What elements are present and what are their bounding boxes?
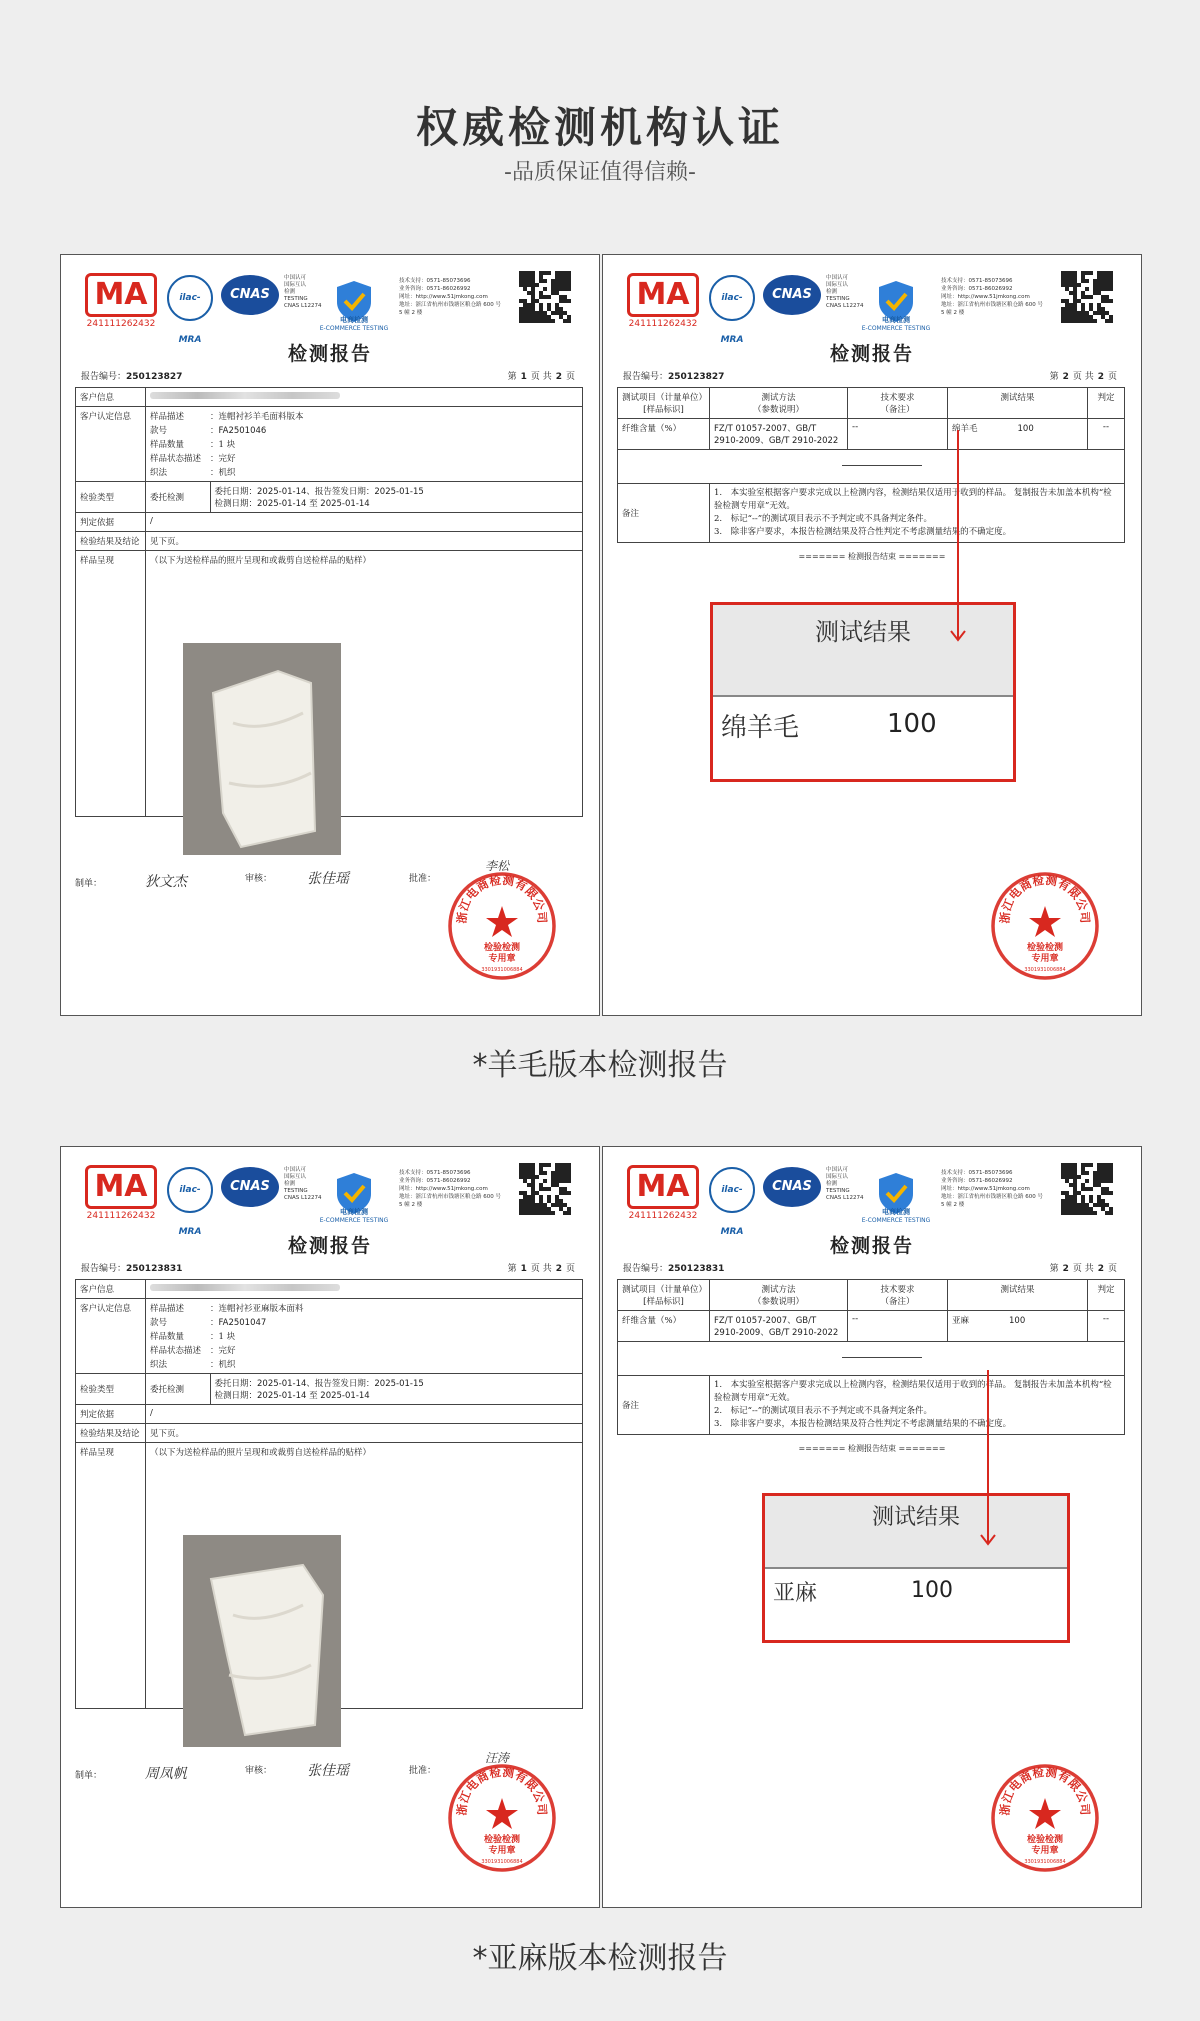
- cma-code: 241111262432: [628, 1211, 698, 1221]
- total-pages: 2: [1097, 372, 1104, 382]
- report-number: [81, 1261, 182, 1274]
- client-label: 客户信息: [76, 388, 146, 407]
- remark-label: 备注: [618, 1376, 710, 1435]
- company-seal-stamp: [446, 1762, 558, 1874]
- ilac-mra-logo: ilac-MRA: [167, 1167, 213, 1213]
- maker-label: 制单：: [75, 879, 103, 889]
- page-prefix: 第: [1049, 372, 1059, 382]
- maker-signature: 周凤帆: [144, 1766, 187, 1782]
- table-row: [618, 484, 1125, 543]
- table-row: [618, 1342, 1125, 1376]
- table-row: [76, 407, 583, 482]
- table-row: [76, 532, 583, 551]
- svg-text:3301931006884: 3301931006884: [481, 1859, 523, 1865]
- contact-info: 技术支持：0571-85073696 业务咨询：0571-86026992 网址：http://www.51jmkong.com 地址：浙江省杭州市钱塘区粮仓路 600 号 5 幢 2 楼: [941, 278, 1043, 316]
- doc-title: 检测报告: [287, 1235, 372, 1257]
- table-row: [618, 1376, 1125, 1435]
- page-mid: 页 共: [530, 1264, 552, 1274]
- client-value: [146, 388, 583, 407]
- table-row: [76, 1374, 583, 1405]
- sample-show-label: 样品呈现: [76, 1443, 146, 1709]
- svg-text:浙江电商检测有限公司: 浙江电商检测有限公司: [454, 1764, 550, 1816]
- redacted-bar: [150, 1284, 340, 1291]
- page-suffix: 页: [565, 372, 575, 382]
- col-judge: 判定: [1088, 388, 1125, 419]
- row-item: 纤维含量（%）: [618, 1311, 710, 1342]
- basis-value: /: [146, 513, 583, 532]
- row-item: 纤维含量（%）: [618, 419, 710, 450]
- table-row: [76, 513, 583, 532]
- desc-label: 样品描述: [150, 1304, 185, 1314]
- table-row: [76, 482, 583, 513]
- weave-label: 织法: [150, 468, 168, 478]
- table-row: [618, 1311, 1125, 1342]
- state-value: ：完好: [210, 454, 236, 464]
- cnas-logo: CNAS: [221, 1167, 279, 1207]
- ilac-mra-logo: ilac-MRA: [709, 275, 755, 321]
- page-mid: 页 共: [1072, 1264, 1094, 1274]
- page-suffix: 页: [1107, 1264, 1117, 1274]
- svg-text:专用章: 专用章: [488, 1846, 516, 1856]
- page-mid: 页 共: [530, 372, 552, 382]
- svg-text:浙江电商检测有限公司: 浙江电商检测有限公司: [997, 1764, 1093, 1816]
- svg-text:浙江电商检测有限公司: 浙江电商检测有限公司: [997, 872, 1093, 924]
- model-label: 款号: [150, 1318, 168, 1328]
- current-page: 1: [520, 1264, 527, 1274]
- end-note: ======= 检测报告结束 =======: [798, 552, 946, 561]
- inspect-type-label: 检验类型: [76, 482, 146, 513]
- row-judge: --: [1088, 419, 1125, 450]
- report-no-value: 250123831: [668, 1264, 725, 1274]
- approver-label: 批准：: [409, 874, 437, 884]
- company-seal-stamp: [989, 1762, 1101, 1874]
- qr-code-icon: [1061, 1163, 1113, 1215]
- cnas-description: 中国认可 国际互认 检测 TESTING CNAS L12274: [826, 1167, 864, 1201]
- row-req: --: [848, 419, 948, 450]
- contact-info: 技术支持：0571-85073696 业务咨询：0571-86026992 网址：http://www.51jmkong.com 地址：浙江省杭州市钱塘区粮仓路 600 号 5 幢 2 楼: [399, 278, 501, 316]
- company-seal-stamp: [446, 870, 558, 982]
- fabric-sample-photo: [183, 643, 341, 855]
- current-page: 2: [1062, 372, 1069, 382]
- col-item: 测试项目（计量单位） [样品标识]: [618, 1280, 710, 1311]
- current-page: 1: [520, 372, 527, 382]
- report-no-label: 报告编号：: [81, 372, 127, 382]
- doc-title: 检测报告: [829, 1235, 914, 1257]
- page-suffix: 页: [1107, 372, 1117, 382]
- model-label: 款号: [150, 426, 168, 436]
- ilac-mra-logo: ilac-MRA: [167, 275, 213, 321]
- row-method: FZ/T 01057-2007、GB/T 2910-2009、GB/T 2910-2022: [710, 1311, 848, 1342]
- qr-code-icon: [1061, 271, 1113, 323]
- cnas-logo: CNAS: [763, 275, 821, 315]
- svg-text:浙江电商检测有限公司: 浙江电商检测有限公司: [454, 872, 550, 924]
- cma-logo: MA: [627, 1165, 699, 1209]
- test-date: 检测日期：2025-01-14 至 2025-01-14: [214, 1391, 370, 1401]
- redacted-bar: [150, 392, 340, 399]
- zoom-fiber: 亚麻: [773, 1581, 818, 1606]
- page-number: [508, 1261, 575, 1274]
- fiber-name: 亚麻: [952, 1316, 970, 1326]
- fabric-cloth-icon: [183, 1535, 341, 1747]
- row-judge: --: [1088, 1311, 1125, 1342]
- conclusion-label: 检验结果及结论: [76, 532, 146, 551]
- table-row: [76, 1299, 583, 1374]
- cnas-logo: CNAS: [221, 275, 279, 315]
- reviewer-signature: 张佳瑶: [307, 1763, 349, 1779]
- page-subtitle: -品质保证值得信赖-: [504, 160, 696, 185]
- company-seal-stamp: [989, 870, 1101, 982]
- table-row: [618, 450, 1125, 484]
- svg-text:检验检测: 检验检测: [1026, 943, 1064, 953]
- page-number: [1050, 1261, 1117, 1274]
- result-zoom-callout: [710, 602, 1016, 782]
- page-number: [1050, 369, 1117, 382]
- svg-text:检验检测: 检验检测: [483, 1835, 521, 1845]
- contact-info: 技术支持：0571-85073696 业务咨询：0571-86026992 网址：http://www.51jmkong.com 地址：浙江省杭州市钱塘区粮仓路 600 号 5 幢 2 楼: [941, 1170, 1043, 1208]
- conclusion-value: 见下页。: [146, 1424, 583, 1443]
- entrust-date: 委托日期：2025-01-14、报告签发日期：2025-01-15: [214, 487, 424, 497]
- table-row: [76, 1280, 583, 1299]
- cma-code: 241111262432: [628, 319, 698, 329]
- svg-text:检验检测: 检验检测: [1026, 1835, 1064, 1845]
- maker-label: 制单：: [75, 1771, 103, 1781]
- client-confirm-label: 客户认定信息: [76, 1299, 146, 1374]
- svg-text:专用章: 专用章: [1031, 1846, 1059, 1856]
- state-label: 样品状态描述: [150, 1346, 202, 1356]
- shield-caption: 电商检测 E-COMMERCE TESTING: [861, 316, 931, 332]
- svg-text:3301931006884: 3301931006884: [1024, 967, 1066, 973]
- total-pages: 2: [1097, 1264, 1104, 1274]
- zoom-header: 测试结果: [765, 1496, 1067, 1569]
- qty-value: ：1 块: [210, 440, 236, 450]
- col-req: 技术要求 （备注）: [848, 1280, 948, 1311]
- contact-info: 技术支持：0571-85073696 业务咨询：0571-86026992 网址：http://www.51jmkong.com 地址：浙江省杭州市钱塘区粮仓路 600 号 5 幢 2 楼: [399, 1170, 501, 1208]
- row-req: --: [848, 1311, 948, 1342]
- current-page: 2: [1062, 1264, 1069, 1274]
- conclusion-value: 见下页。: [146, 532, 583, 551]
- report-number: [623, 1261, 724, 1274]
- cnas-description: 中国认可 国际互认 检测 TESTING CNAS L12274: [284, 275, 322, 309]
- desc-label: 样品描述: [150, 412, 185, 422]
- report-no-value: 250123827: [126, 372, 183, 382]
- remarks: 1. 本实验室根据客户要求完成以上检测内容，检测结果仅适用于收到的样品。 复制报告未加盖本机构“检验检测专用章”无效。 2. 标记“--”的测试项目表示不予判定或不具备判定条件。 3. 除非客户要求，本报告检测结果及符合性判定不考虑测量结果的不确定度。: [710, 484, 1125, 543]
- weave-label: 织法: [150, 1360, 168, 1370]
- zoom-value: 100: [887, 709, 937, 739]
- report-header: [81, 1161, 579, 1237]
- approver-signature: 李松: [485, 859, 510, 873]
- cnas-description: 中国认可 国际互认 检测 TESTING CNAS L12274: [826, 275, 864, 309]
- qty-label: 样品数量: [150, 440, 185, 450]
- cma-code: 241111262432: [86, 1211, 156, 1221]
- report-header: [81, 269, 579, 345]
- report-no-label: 报告编号：: [623, 1264, 669, 1274]
- basis-value: /: [146, 1405, 583, 1424]
- cnas-description: 中国认可 国际互认 检测 TESTING CNAS L12274: [284, 1167, 322, 1201]
- sample-note: （以下为送检样品的照片呈现和或裁剪自送检样品的贴样）: [146, 1443, 583, 1709]
- section-caption-wool: *羊毛版本检测报告: [472, 1048, 728, 1083]
- col-result: 测试结果: [948, 388, 1088, 419]
- table-row: [76, 1424, 583, 1443]
- svg-text:专用章: 专用章: [488, 954, 516, 964]
- col-item: 测试项目（计量单位） [样品标识]: [618, 388, 710, 419]
- table-row: [618, 419, 1125, 450]
- page-number: [508, 369, 575, 382]
- col-method: 测试方法 （参数说明）: [710, 388, 848, 419]
- page-suffix: 页: [565, 1264, 575, 1274]
- qty-label: 样品数量: [150, 1332, 185, 1342]
- cma-logo: MA: [85, 1165, 157, 1209]
- end-note: ======= 检测报告结束 =======: [798, 1444, 946, 1453]
- qr-code-icon: [519, 271, 571, 323]
- report-header: [623, 269, 1121, 345]
- row-result: [948, 419, 1088, 450]
- reviewer-label: 审核：: [245, 1766, 273, 1776]
- svg-text:检验检测: 检验检测: [483, 943, 521, 953]
- model-value: ：FA2501046: [210, 426, 267, 436]
- shield-caption: 电商检测 E-COMMERCE TESTING: [319, 316, 389, 332]
- state-label: 样品状态描述: [150, 454, 202, 464]
- remarks: 1. 本实验室根据客户要求完成以上检测内容，检测结果仅适用于收到的样品。 复制报告未加盖本机构“检验检测专用章”无效。 2. 标记“--”的测试项目表示不予判定或不具备判定条件。 3. 除非客户要求，本报告检测结果及符合性判定不考虑测量结果的不确定度。: [710, 1376, 1125, 1435]
- report-header: [623, 1161, 1121, 1237]
- section-caption-linen: *亚麻版本检测报告: [472, 1941, 728, 1976]
- maker-signature: 狄文杰: [144, 874, 187, 890]
- weave-value: ：机织: [210, 468, 236, 478]
- row-result: [948, 1311, 1088, 1342]
- col-judge: 判定: [1088, 1280, 1125, 1311]
- col-req: 技术要求 （备注）: [848, 388, 948, 419]
- red-arrow-icon: [948, 430, 968, 644]
- inspect-type-label: 检验类型: [76, 1374, 146, 1405]
- desc-value: ：连帽衬衫亚麻版本面料: [210, 1304, 304, 1314]
- approver-signature: 汪涛: [485, 1751, 510, 1765]
- sample-note: （以下为送检样品的照片呈现和或裁剪自送检样品的贴样）: [146, 551, 583, 817]
- qty-value: ：1 块: [210, 1332, 236, 1342]
- remark-label: 备注: [618, 484, 710, 543]
- report-no-label: 报告编号：: [81, 1264, 127, 1274]
- fiber-value: 100: [1017, 424, 1034, 434]
- model-value: ：FA2501047: [210, 1318, 267, 1328]
- shield-caption: 电商检测 E-COMMERCE TESTING: [319, 1208, 389, 1224]
- table-header-row: [618, 388, 1125, 419]
- entrust-label: 委托检测: [146, 1374, 210, 1404]
- zoom-fiber: 绵羊毛: [721, 713, 800, 743]
- cma-logo: MA: [627, 273, 699, 317]
- client-confirm-label: 客户认定信息: [76, 407, 146, 482]
- cma-code: 241111262432: [86, 319, 156, 329]
- total-pages: 2: [555, 372, 562, 382]
- report-number: [81, 369, 182, 382]
- basis-label: 判定依据: [76, 513, 146, 532]
- test-date: 检测日期：2025-01-14 至 2025-01-14: [214, 499, 370, 509]
- shield-caption: 电商检测 E-COMMERCE TESTING: [861, 1208, 931, 1224]
- qr-code-icon: [519, 1163, 571, 1215]
- approver-label: 批准：: [409, 1766, 437, 1776]
- svg-text:3301931006884: 3301931006884: [481, 967, 523, 973]
- table-header-row: [618, 1280, 1125, 1311]
- ilac-mra-logo: ilac-MRA: [709, 1167, 755, 1213]
- table-row: [76, 1405, 583, 1424]
- total-pages: 2: [555, 1264, 562, 1274]
- conclusion-label: 检验结果及结论: [76, 1424, 146, 1443]
- svg-text:专用章: 专用章: [1031, 954, 1059, 964]
- svg-text:3301931006884: 3301931006884: [1024, 1859, 1066, 1865]
- fabric-cloth-icon: [183, 643, 341, 855]
- basis-label: 判定依据: [76, 1405, 146, 1424]
- col-method: 测试方法 （参数说明）: [710, 1280, 848, 1311]
- page-prefix: 第: [1049, 1264, 1059, 1274]
- doc-title: 检测报告: [829, 343, 914, 365]
- desc-value: ：连帽衬衫羊毛面料版本: [210, 412, 304, 422]
- page-prefix: 第: [507, 372, 517, 382]
- report-no-value: 250123831: [126, 1264, 183, 1274]
- reviewer-label: 审核：: [245, 874, 273, 884]
- doc-title: 检测报告: [287, 343, 372, 365]
- col-result: 测试结果: [948, 1280, 1088, 1311]
- entrust-date: 委托日期：2025-01-14、报告签发日期：2025-01-15: [214, 1379, 424, 1389]
- fiber-name: 绵羊毛: [952, 424, 978, 434]
- weave-value: ：机织: [210, 1360, 236, 1370]
- page-title: 权威检测机构认证: [415, 103, 784, 152]
- red-arrow-icon: [978, 1370, 998, 1548]
- report-no-label: 报告编号：: [623, 372, 669, 382]
- report-no-value: 250123827: [668, 372, 725, 382]
- report-number: [623, 369, 724, 382]
- result-zoom-callout: [762, 1493, 1070, 1643]
- page-prefix: 第: [507, 1264, 517, 1274]
- entrust-label: 委托检测: [146, 482, 210, 512]
- zoom-header: 测试结果: [713, 605, 1013, 697]
- fabric-sample-photo: [183, 1535, 341, 1747]
- state-value: ：完好: [210, 1346, 236, 1356]
- client-label: 客户信息: [76, 1280, 146, 1299]
- zoom-value: 100: [911, 1578, 953, 1603]
- reviewer-signature: 张佳瑶: [307, 871, 349, 887]
- page-mid: 页 共: [1072, 372, 1094, 382]
- fiber-value: 100: [1009, 1316, 1026, 1326]
- sample-show-label: 样品呈现: [76, 551, 146, 817]
- cma-logo: MA: [85, 273, 157, 317]
- table-row: [76, 388, 583, 407]
- result-table: [617, 1279, 1125, 1435]
- cnas-logo: CNAS: [763, 1167, 821, 1207]
- result-table: [617, 387, 1125, 543]
- row-method: FZ/T 01057-2007、GB/T 2910-2009、GB/T 2910-2022: [710, 419, 848, 450]
- client-value: [146, 1280, 583, 1299]
